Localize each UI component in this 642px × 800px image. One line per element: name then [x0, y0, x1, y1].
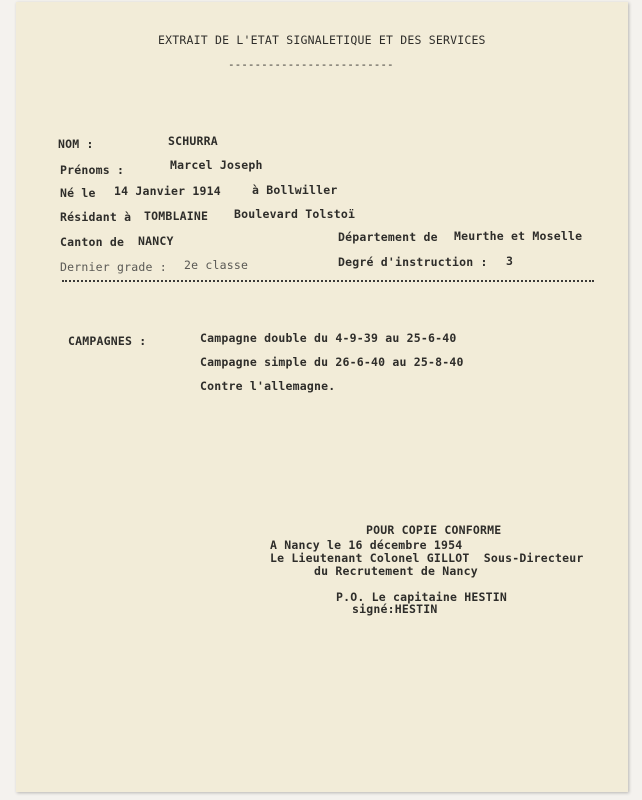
ne-date: 14 Janvier 1914	[114, 184, 221, 198]
canton-label: Canton de	[60, 235, 125, 249]
canton-value: NANCY	[138, 234, 174, 248]
departement-label: Département de	[338, 230, 438, 244]
nom-value: SCHURRA	[168, 134, 218, 148]
campaign-line-2: Campagne simple du 26-6-40 au 25-8-40	[200, 355, 464, 369]
certification-line-4: P.O. Le capitaine HESTIN	[336, 590, 507, 604]
campagnes-label: CAMPAGNES :	[68, 334, 147, 348]
instruction-value: 3	[506, 254, 514, 268]
dotted-separator	[62, 280, 594, 284]
ne-label: Né le	[60, 186, 96, 200]
campaign-line-3: Contre l'allemagne.	[200, 379, 336, 393]
grade-value: 2e classe	[184, 258, 249, 272]
instruction-label: Degré d'instruction :	[338, 255, 488, 269]
residant-label: Résidant à	[60, 210, 132, 224]
departement-value: Meurthe et Moselle	[454, 229, 583, 243]
certification-line-3: du Recrutement de Nancy	[314, 564, 478, 578]
ne-lieu: à Bollwiller	[252, 183, 338, 197]
document-title: EXTRAIT DE L'ETAT SIGNALETIQUE ET DES SERVICES	[158, 33, 486, 47]
nom-label: NOM :	[58, 137, 94, 151]
certification-heading: POUR COPIE CONFORME	[366, 523, 502, 537]
prenoms-label: Prénoms :	[60, 163, 125, 177]
residant-ville: TOMBLAINE	[144, 209, 209, 223]
title-underline: -------------------------	[228, 58, 394, 71]
grade-label: Dernier grade :	[60, 260, 167, 274]
prenoms-value: Marcel Joseph	[170, 158, 263, 172]
document-sheet	[16, 2, 628, 792]
certification-line-1: A Nancy le 16 décembre 1954	[270, 538, 463, 552]
certification-line-5: signé:HESTIN	[352, 602, 438, 616]
certification-line-2: Le Lieutenant Colonel GILLOT Sous-Directeur	[270, 551, 584, 565]
campaign-line-1: Campagne double du 4-9-39 au 25-6-40	[200, 331, 457, 345]
residant-adresse: Boulevard Tolstoï	[234, 207, 356, 221]
